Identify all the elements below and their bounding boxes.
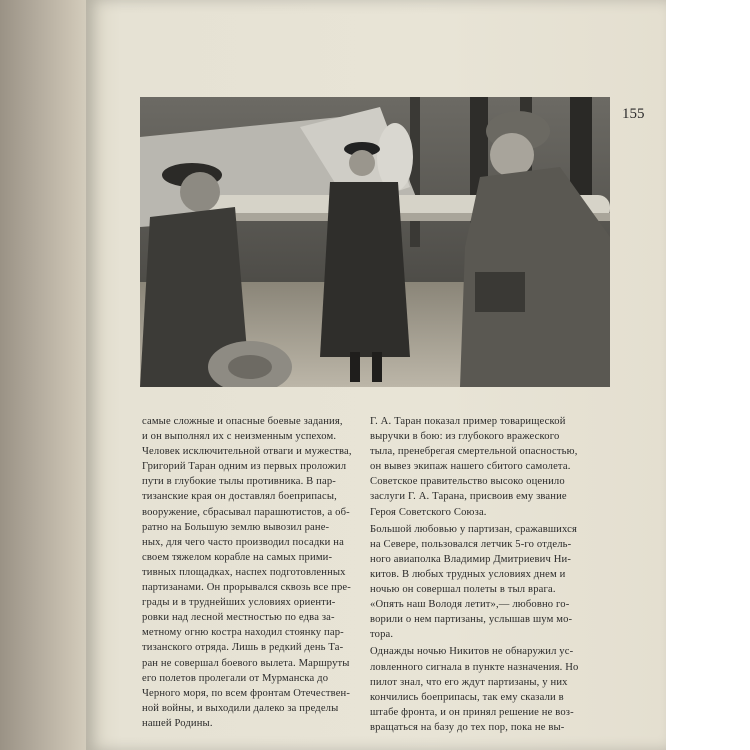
photo-illustration: [140, 97, 610, 387]
paragraph: Однажды ночью Никитов не обнаружил ус- ловленного сигнала в пункте назначения. Но пилот знал, что его ждут партизаны, у них кончились боеприпасы, так ему сказали в штабе фронта, и он принял решение не воз- вращаться на базу до тех пор, пока не вы-: [370, 646, 579, 733]
paragraph: самые сложные и опасные боевые задания, и он выполнял их с неизменным успехом. Человек исключительной отваги и мужества, Григорий Таран одним из первых проложил пути в глубокие тылы противника. В пар- тизанские края он доставлял боеприпасы, вооружение, сбрасывал парашютистов, а об- ратно на Большую землю вывозил ране- ных, для чего часто производил посадки на своем тяжелом корабле на самых прими- тивных площадках, наспех подготовленных партизанами. Он прорывался сквозь все пре- грады и в труднейших условиях ориенти- ровки над лесной местностью по едва за- метному огню костра находил стоянку пар- тизанского отряда. Лишь в редкий день Та- ран не совершал боевого вылета. Маршруты его полетов пролегали от Мурманска до Черного моря, по всем фронтам Отечествен- ной войны, и выходили далеко за пределы нашей Родины.: [142, 416, 352, 729]
photo-pilots-with-aircraft: [140, 97, 610, 387]
page-number: 155: [622, 106, 645, 122]
paragraph: Большой любовью у партизан, сражавшихся на Севере, пользовался летчик 5-го отдель- ного авиаполка Владимир Дмитриевич Ни- китов. В любых трудных условиях днем и ночью он совершал полеты в тыл врага. «Опять наш Володя летит»,— любовно го- ворили о нем партизаны, услышав шум мо- тора.: [370, 523, 578, 641]
paragraph: Г. А. Таран показал пример товарищеской выручки в бою: из глубокого вражеского тыла, пренебрегая смертельной опасностью, он вывез экипаж нашего сбитого самолета. Советское правительство высоко оценило заслуги Г. А. Тарана, присвоив ему звание Героя Советского Союза.: [370, 416, 578, 518]
text-column-left: [142, 414, 359, 731]
background-right: [666, 0, 750, 750]
text-column-right: [370, 414, 608, 735]
